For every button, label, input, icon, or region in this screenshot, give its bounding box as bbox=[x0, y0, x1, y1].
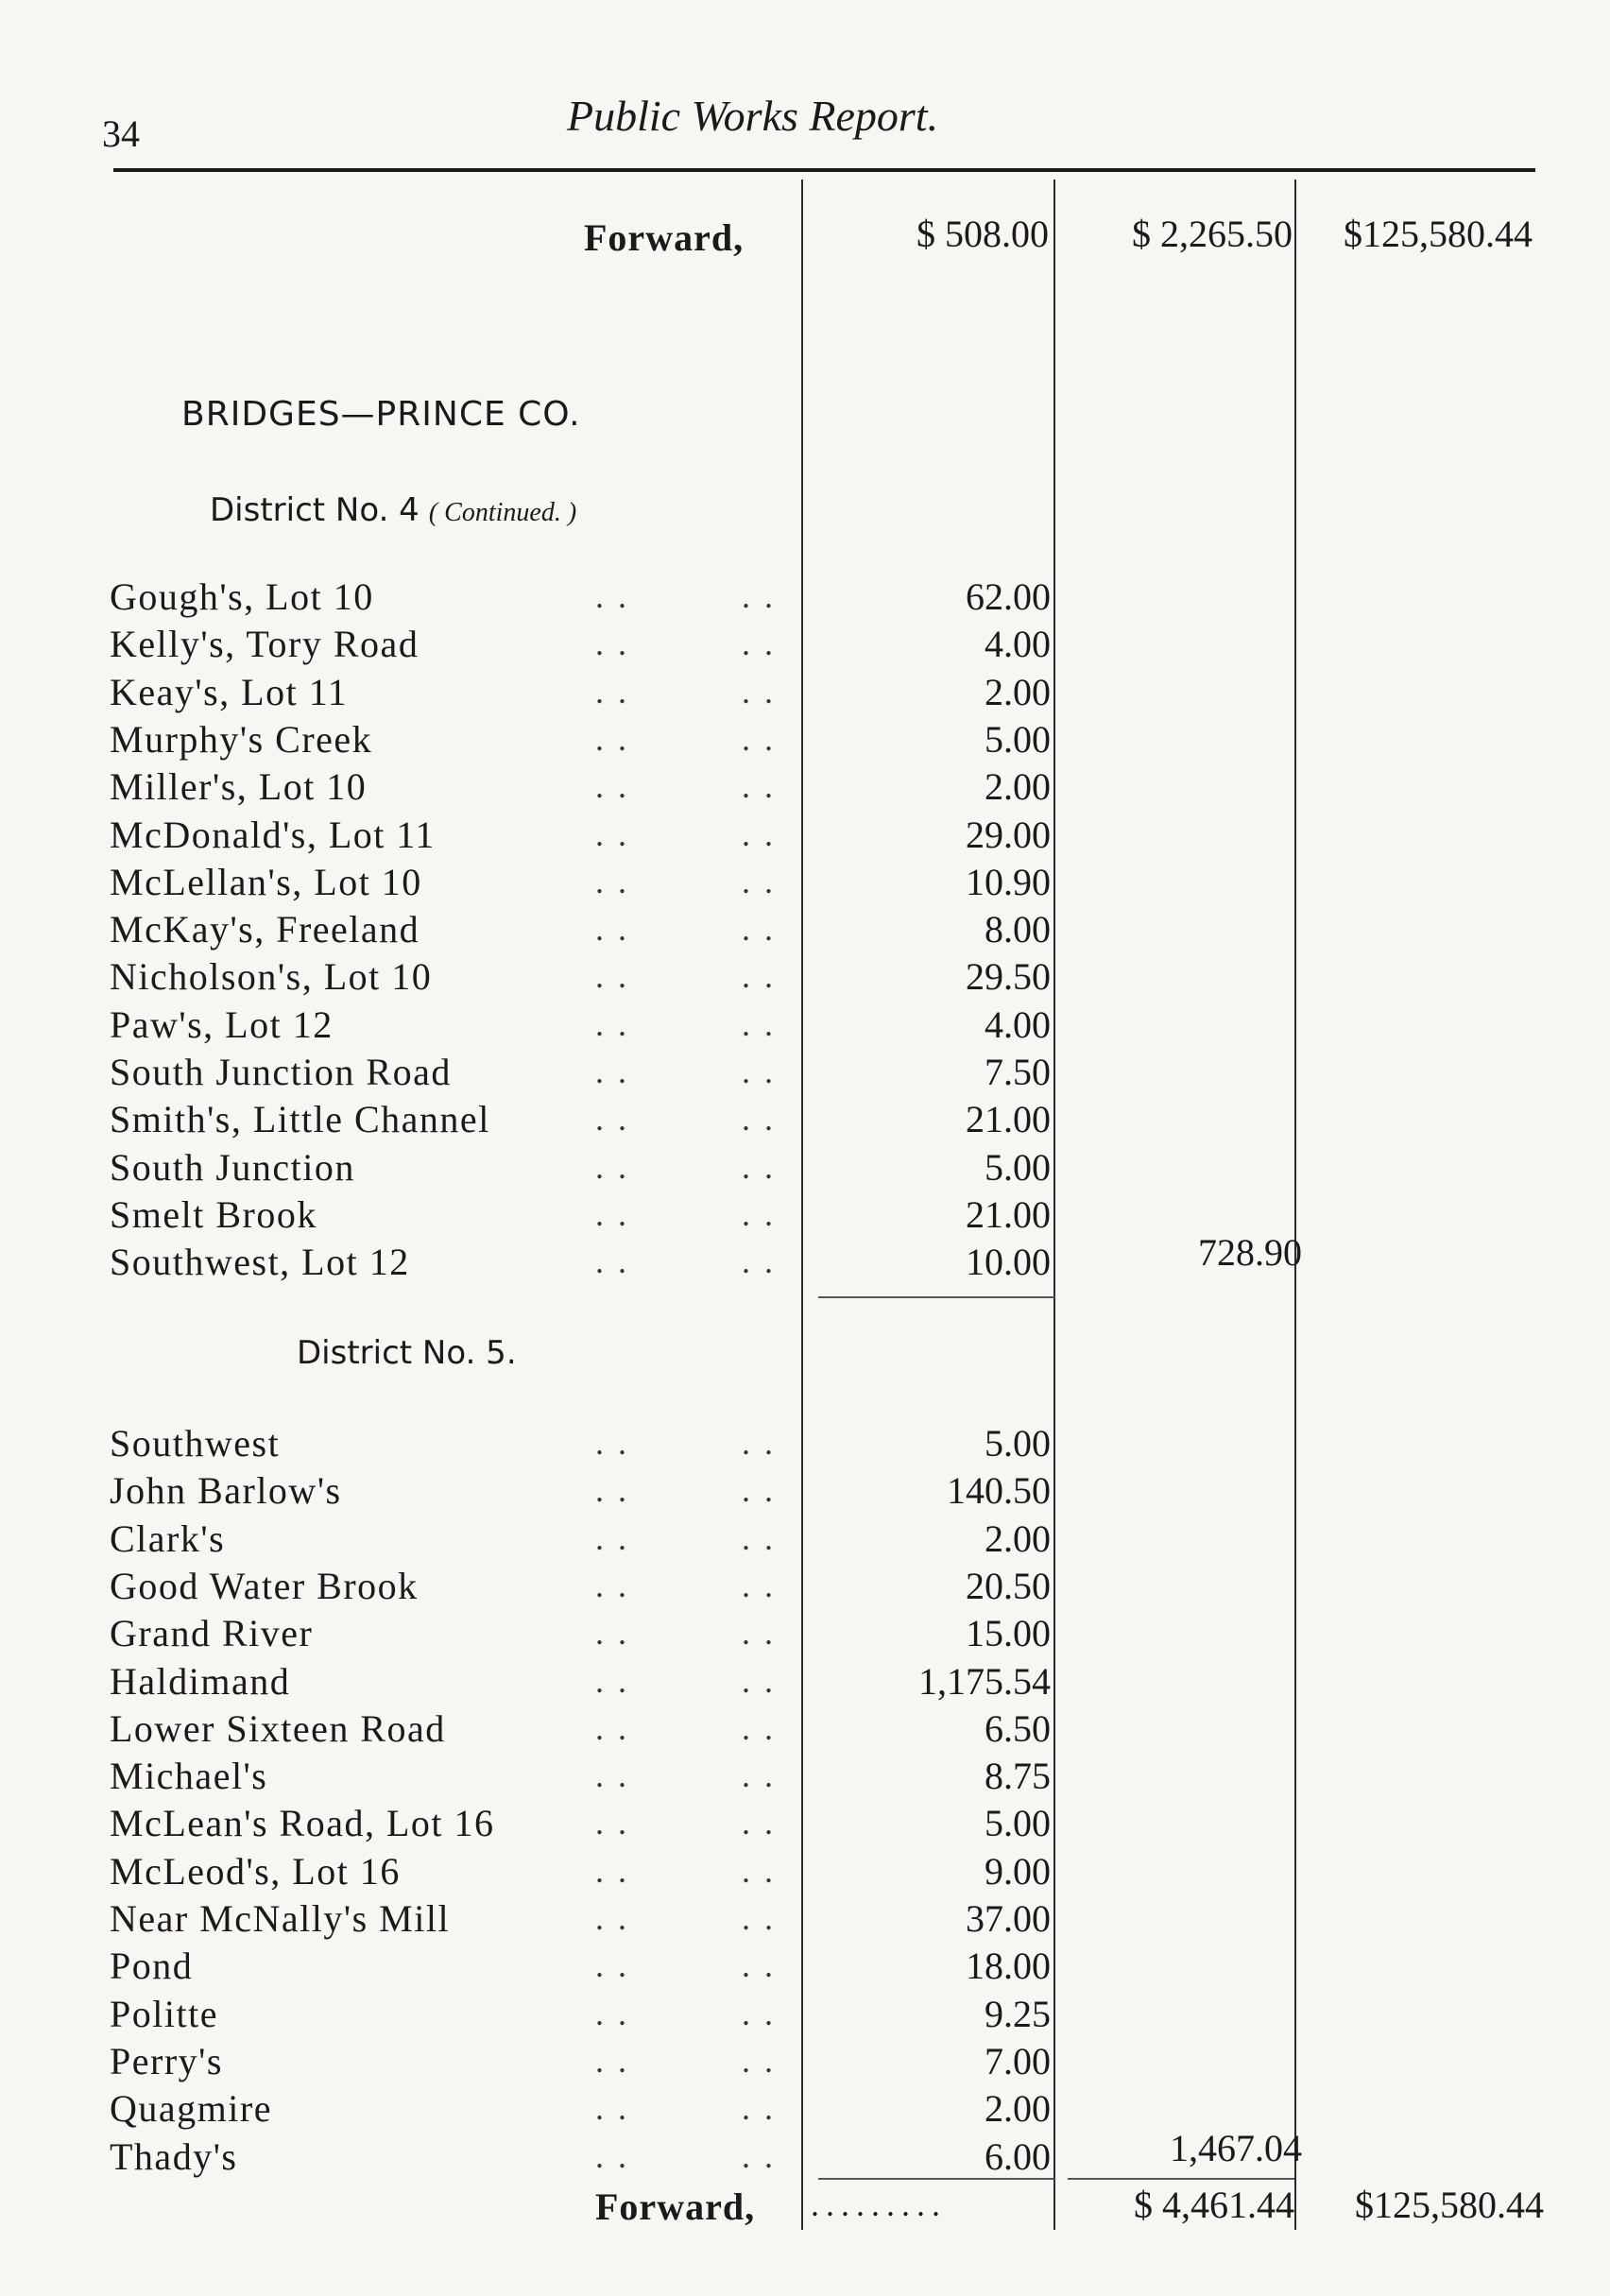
entry-name: Smelt Brook bbox=[110, 1192, 317, 1236]
dot-leader: . . bbox=[595, 2041, 629, 2080]
district-5-total: 1,467.04 bbox=[1170, 2127, 1302, 2169]
dot-leader: . . bbox=[595, 1100, 629, 1139]
entry-amount: 62.00 bbox=[966, 575, 1051, 618]
dot-leader: . . bbox=[595, 577, 629, 615]
dot-leader: . . bbox=[595, 1053, 629, 1090]
forward-amount-col2-bottom: $ 4,461.44 bbox=[1134, 2184, 1294, 2226]
dot-leader: . . bbox=[595, 719, 629, 758]
dot-leader: . . bbox=[595, 1004, 629, 1043]
dot-leader: . . bbox=[595, 767, 629, 806]
entry-amount: 1,175.54 bbox=[918, 1659, 1051, 1703]
column-rule-left bbox=[801, 180, 803, 2230]
dot-leader: . . bbox=[742, 910, 776, 949]
entry-amount: 10.90 bbox=[966, 860, 1051, 903]
dot-leader: . . bbox=[742, 1661, 776, 1700]
district-4-note: ( Continued. ) bbox=[428, 498, 577, 527]
entry-amount: 140.50 bbox=[947, 1469, 1051, 1513]
dot-leader: . . bbox=[595, 1147, 629, 1186]
forward-label-top: Forward, bbox=[584, 216, 745, 259]
dot-leader: . . bbox=[595, 2136, 629, 2175]
entry-amount: 7.00 bbox=[985, 2039, 1051, 2082]
dot-leader: . . bbox=[742, 672, 776, 711]
entry-amount: 5.00 bbox=[985, 717, 1051, 761]
entry-name: McLean's Road, Lot 16 bbox=[110, 1802, 495, 1845]
entry-amount: 9.00 bbox=[985, 1849, 1051, 1893]
dot-leader: . . bbox=[595, 1614, 629, 1653]
entry-amount: 18.00 bbox=[966, 1945, 1051, 1988]
page-number: 34 bbox=[102, 112, 140, 155]
dot-leader: . . bbox=[742, 1004, 776, 1043]
dot-leader: . . bbox=[742, 862, 776, 900]
entry-amount: 20.50 bbox=[966, 1564, 1051, 1607]
district-4-heading bbox=[210, 491, 576, 529]
entry-name: Paw's, Lot 12 bbox=[110, 1002, 334, 1046]
forward-amount-col2-top: $ 2,265.50 bbox=[1132, 213, 1293, 255]
dot-leader: . . bbox=[742, 1756, 776, 1795]
entry-name: Perry's bbox=[110, 2039, 223, 2082]
dot-leader: . . bbox=[742, 1100, 776, 1139]
dot-leader: . . bbox=[595, 862, 629, 900]
entry-amount: 2.00 bbox=[985, 2087, 1051, 2131]
entry-amount: 10.00 bbox=[966, 1241, 1051, 1284]
bottom-sum-rule-col2 bbox=[1068, 2178, 1294, 2180]
dot-leader: . . bbox=[742, 957, 776, 996]
entry-amount: 21.00 bbox=[966, 1192, 1051, 1236]
column-rule-middle bbox=[1053, 180, 1055, 2230]
dot-leader: . . bbox=[742, 1518, 776, 1557]
dot-leader: . . bbox=[595, 1756, 629, 1795]
dot-leader: . . bbox=[742, 1614, 776, 1653]
entry-amount: 6.50 bbox=[985, 1706, 1051, 1750]
entry-amount: 21.00 bbox=[966, 1098, 1051, 1141]
dot-leader: . . bbox=[742, 577, 776, 615]
dot-leader: . . bbox=[742, 1147, 776, 1186]
column-rule-right bbox=[1294, 180, 1296, 2230]
bottom-sum-rule-col1 bbox=[818, 2178, 1054, 2180]
dot-leader: . . bbox=[595, 1242, 629, 1281]
entry-name: McLellan's, Lot 10 bbox=[110, 860, 422, 903]
dot-leader: . . bbox=[742, 1242, 776, 1281]
dot-leader: . . bbox=[595, 814, 629, 853]
dot-leader: . . bbox=[595, 1708, 629, 1747]
forward-amount-col1-bottom: ......... bbox=[811, 2185, 947, 2223]
dot-leader: . . bbox=[742, 1994, 776, 2032]
dot-leader: . . bbox=[742, 1053, 776, 1090]
dot-leader: . . bbox=[742, 2041, 776, 2080]
entry-name: Politte bbox=[110, 1992, 218, 2035]
entry-amount: 8.75 bbox=[985, 1755, 1051, 1798]
entry-name: John Barlow's bbox=[110, 1469, 342, 1513]
entry-name: Michael's bbox=[110, 1755, 268, 1798]
entry-name: Southwest bbox=[110, 1422, 281, 1465]
entry-name: Kelly's, Tory Road bbox=[110, 623, 420, 666]
entry-amount: 9.25 bbox=[985, 1992, 1051, 2035]
entry-name: Clark's bbox=[110, 1516, 226, 1560]
dot-leader: . . bbox=[595, 625, 629, 663]
entry-name: Lower Sixteen Road bbox=[110, 1706, 446, 1750]
dot-leader: . . bbox=[742, 1471, 776, 1510]
dot-leader: . . bbox=[595, 1518, 629, 1557]
dot-leader: . . bbox=[742, 2136, 776, 2175]
dot-leader: . . bbox=[595, 910, 629, 949]
dot-leader: . . bbox=[595, 1899, 629, 1937]
dot-leader: . . bbox=[595, 1566, 629, 1604]
dot-leader: . . bbox=[742, 767, 776, 806]
entry-name: McDonald's, Lot 11 bbox=[110, 813, 436, 856]
entry-name: Smith's, Little Channel bbox=[110, 1098, 490, 1141]
entry-amount: 2.00 bbox=[985, 765, 1051, 809]
dot-leader: . . bbox=[742, 1851, 776, 1890]
entry-amount: 15.00 bbox=[966, 1612, 1051, 1655]
entry-name: Miller's, Lot 10 bbox=[110, 765, 368, 809]
entry-name: Keay's, Lot 11 bbox=[110, 670, 349, 713]
entry-name: McKay's, Freeland bbox=[110, 908, 420, 951]
entry-amount: 4.00 bbox=[985, 1002, 1051, 1046]
dot-leader: . . bbox=[742, 1946, 776, 1985]
dot-leader: . . bbox=[742, 1804, 776, 1842]
dot-leader: . . bbox=[742, 2089, 776, 2128]
entry-amount: 2.00 bbox=[985, 670, 1051, 713]
dot-leader: . . bbox=[595, 672, 629, 711]
dot-leader: . . bbox=[742, 1708, 776, 1747]
dot-leader: . . bbox=[595, 1661, 629, 1700]
entry-name: Near McNally's Mill bbox=[110, 1897, 451, 1940]
entry-name: Haldimand bbox=[110, 1659, 291, 1703]
entry-name: Murphy's Creek bbox=[110, 717, 373, 761]
entry-name: South Junction bbox=[110, 1145, 355, 1189]
dot-leader: . . bbox=[595, 2089, 629, 2128]
entry-amount: 37.00 bbox=[966, 1897, 1051, 1940]
entry-name: Thady's bbox=[110, 2134, 238, 2178]
dot-leader: . . bbox=[742, 814, 776, 853]
entry-amount: 6.00 bbox=[985, 2134, 1051, 2178]
dot-leader: . . bbox=[595, 1424, 629, 1462]
entry-name: Gough's, Lot 10 bbox=[110, 575, 374, 618]
dot-leader: . . bbox=[595, 1194, 629, 1233]
entry-amount: 4.00 bbox=[985, 623, 1051, 666]
forward-amount-col1-top: $ 508.00 bbox=[916, 213, 1049, 255]
entry-amount: 5.00 bbox=[985, 1802, 1051, 1845]
district-4-sum-rule bbox=[818, 1296, 1054, 1298]
entry-amount: 7.50 bbox=[985, 1051, 1051, 1093]
dot-leader: . . bbox=[742, 625, 776, 663]
dot-leader: . . bbox=[595, 957, 629, 996]
dot-leader: . . bbox=[742, 1194, 776, 1233]
forward-label-bottom: Forward, bbox=[595, 2185, 756, 2228]
entry-amount: 29.00 bbox=[966, 813, 1051, 856]
dot-leader: . . bbox=[595, 1804, 629, 1842]
dot-leader: . . bbox=[595, 1471, 629, 1510]
entry-amount: 5.00 bbox=[985, 1145, 1051, 1189]
entry-name: Quagmire bbox=[110, 2087, 272, 2131]
dot-leader: . . bbox=[742, 719, 776, 758]
entry-amount: 5.00 bbox=[985, 1422, 1051, 1465]
dot-leader: . . bbox=[595, 1946, 629, 1985]
entry-name: Grand River bbox=[110, 1612, 314, 1655]
dot-leader: . . bbox=[742, 1424, 776, 1462]
section-heading: BRIDGES—PRINCE CO. bbox=[181, 395, 581, 434]
entry-name: Southwest, Lot 12 bbox=[110, 1241, 410, 1284]
dot-leader: . . bbox=[595, 1994, 629, 2032]
entry-amount: 8.00 bbox=[985, 908, 1051, 951]
entry-amount: 2.00 bbox=[985, 1516, 1051, 1560]
entry-name: South Junction Road bbox=[110, 1051, 452, 1093]
district-5-heading: District No. 5. bbox=[297, 1334, 517, 1372]
dot-leader: . . bbox=[595, 1851, 629, 1890]
district-4-title: District No. 4 bbox=[210, 491, 420, 529]
forward-amount-col3-bottom: $125,580.44 bbox=[1355, 2184, 1544, 2226]
header-rule bbox=[113, 168, 1535, 172]
district-4-total: 728.90 bbox=[1198, 1231, 1302, 1274]
forward-amount-col3-top: $125,580.44 bbox=[1344, 213, 1533, 255]
entry-name: Good Water Brook bbox=[110, 1564, 419, 1607]
entry-amount: 29.50 bbox=[966, 955, 1051, 999]
dot-leader: . . bbox=[742, 1899, 776, 1937]
running-title: Public Works Report. bbox=[567, 92, 939, 140]
entry-name: Pond bbox=[110, 1945, 194, 1988]
dot-leader: . . bbox=[742, 1566, 776, 1604]
entry-name: McLeod's, Lot 16 bbox=[110, 1849, 401, 1893]
entry-name: Nicholson's, Lot 10 bbox=[110, 955, 433, 999]
